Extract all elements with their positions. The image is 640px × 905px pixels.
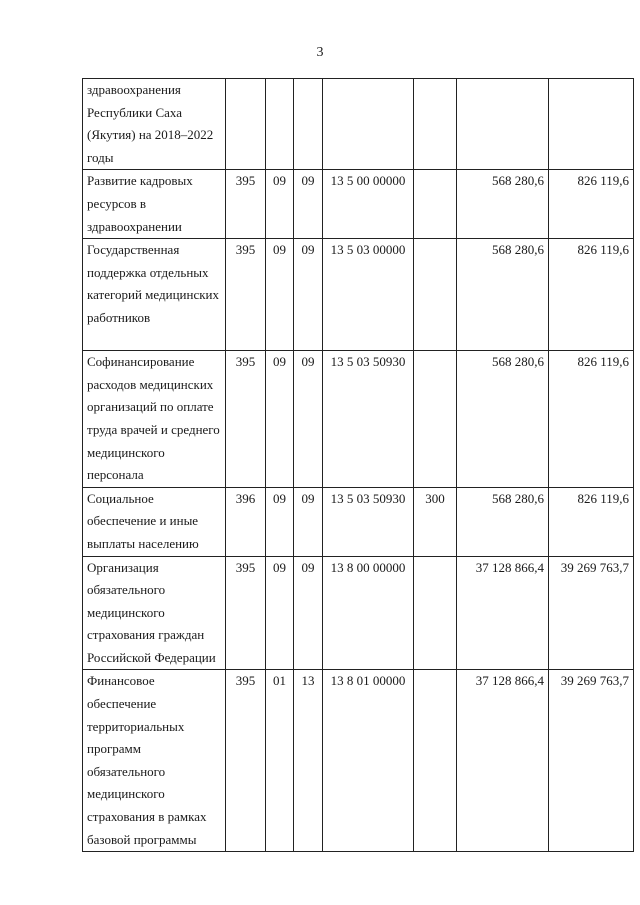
budget-table <box>82 78 634 852</box>
row-rz: 01 <box>266 670 294 852</box>
table-row <box>83 487 634 556</box>
row-grbs: 396 <box>226 487 266 556</box>
row-sum-1: 568 280,6 <box>457 487 549 556</box>
row-pr: 09 <box>294 487 323 556</box>
table-row <box>83 239 634 351</box>
table-row <box>83 670 634 852</box>
row-pr: 09 <box>294 170 323 239</box>
row-vr <box>414 556 457 670</box>
row-sum-2: 826 119,6 <box>549 170 634 239</box>
row-csr: 13 8 00 00000 <box>323 556 414 670</box>
row-rz: 09 <box>266 170 294 239</box>
page-number: 3 <box>316 45 324 60</box>
row-pr: 13 <box>294 670 323 852</box>
row-name: здравоохранения Республики Саха (Якутия) на 2018–2022 годы <box>83 79 226 170</box>
row-pr: 09 <box>294 351 323 488</box>
row-csr: 13 8 01 00000 <box>323 670 414 852</box>
row-name: Государственная поддержка отдельных категорий медицинских работников <box>83 239 226 351</box>
row-rz: 09 <box>266 239 294 351</box>
row-csr: 13 5 00 00000 <box>323 170 414 239</box>
row-rz: 09 <box>266 487 294 556</box>
row-grbs: 395 <box>226 556 266 670</box>
row-sum-1: 568 280,6 <box>457 170 549 239</box>
row-sum-1: 37 128 866,4 <box>457 670 549 852</box>
row-pr <box>294 79 323 170</box>
row-sum-2: 39 269 763,7 <box>549 670 634 852</box>
row-rz: 09 <box>266 556 294 670</box>
row-grbs: 395 <box>226 239 266 351</box>
row-sum-2: 826 119,6 <box>549 239 634 351</box>
row-vr: 300 <box>414 487 457 556</box>
row-grbs: 395 <box>226 170 266 239</box>
row-vr <box>414 351 457 488</box>
row-sum-1: 568 280,6 <box>457 239 549 351</box>
row-sum-2: 39 269 763,7 <box>549 556 634 670</box>
row-csr: 13 5 03 50930 <box>323 351 414 488</box>
table-row <box>83 79 634 170</box>
row-sum-2: 826 119,6 <box>549 351 634 488</box>
row-name: Финансовое обеспечение территориальных программ обязательного медицинского страхования в рамках базовой программы <box>83 670 226 852</box>
row-sum-1 <box>457 79 549 170</box>
row-vr <box>414 170 457 239</box>
row-rz <box>266 79 294 170</box>
row-vr <box>414 79 457 170</box>
row-pr: 09 <box>294 239 323 351</box>
row-csr: 13 5 03 50930 <box>323 487 414 556</box>
table-row <box>83 170 634 239</box>
row-name: Софинансирование расходов медицинских организаций по оплате труда врачей и среднего медицинского персонала <box>83 351 226 488</box>
row-sum-1: 568 280,6 <box>457 351 549 488</box>
row-sum-1: 37 128 866,4 <box>457 556 549 670</box>
row-vr <box>414 239 457 351</box>
row-name: Организация обязательного медицинского страхования граждан Российской Федерации <box>83 556 226 670</box>
row-sum-2: 826 119,6 <box>549 487 634 556</box>
row-vr <box>414 670 457 852</box>
row-grbs: 395 <box>226 670 266 852</box>
row-rz: 09 <box>266 351 294 488</box>
row-sum-2 <box>549 79 634 170</box>
row-grbs: 395 <box>226 351 266 488</box>
table-row <box>83 351 634 488</box>
row-name: Социальное обеспечение и иные выплаты населению <box>83 487 226 556</box>
row-pr: 09 <box>294 556 323 670</box>
table-row <box>83 556 634 670</box>
row-name: Развитие кадровых ресурсов в здравоохранении <box>83 170 226 239</box>
row-grbs <box>226 79 266 170</box>
row-csr: 13 5 03 00000 <box>323 239 414 351</box>
row-csr <box>323 79 414 170</box>
